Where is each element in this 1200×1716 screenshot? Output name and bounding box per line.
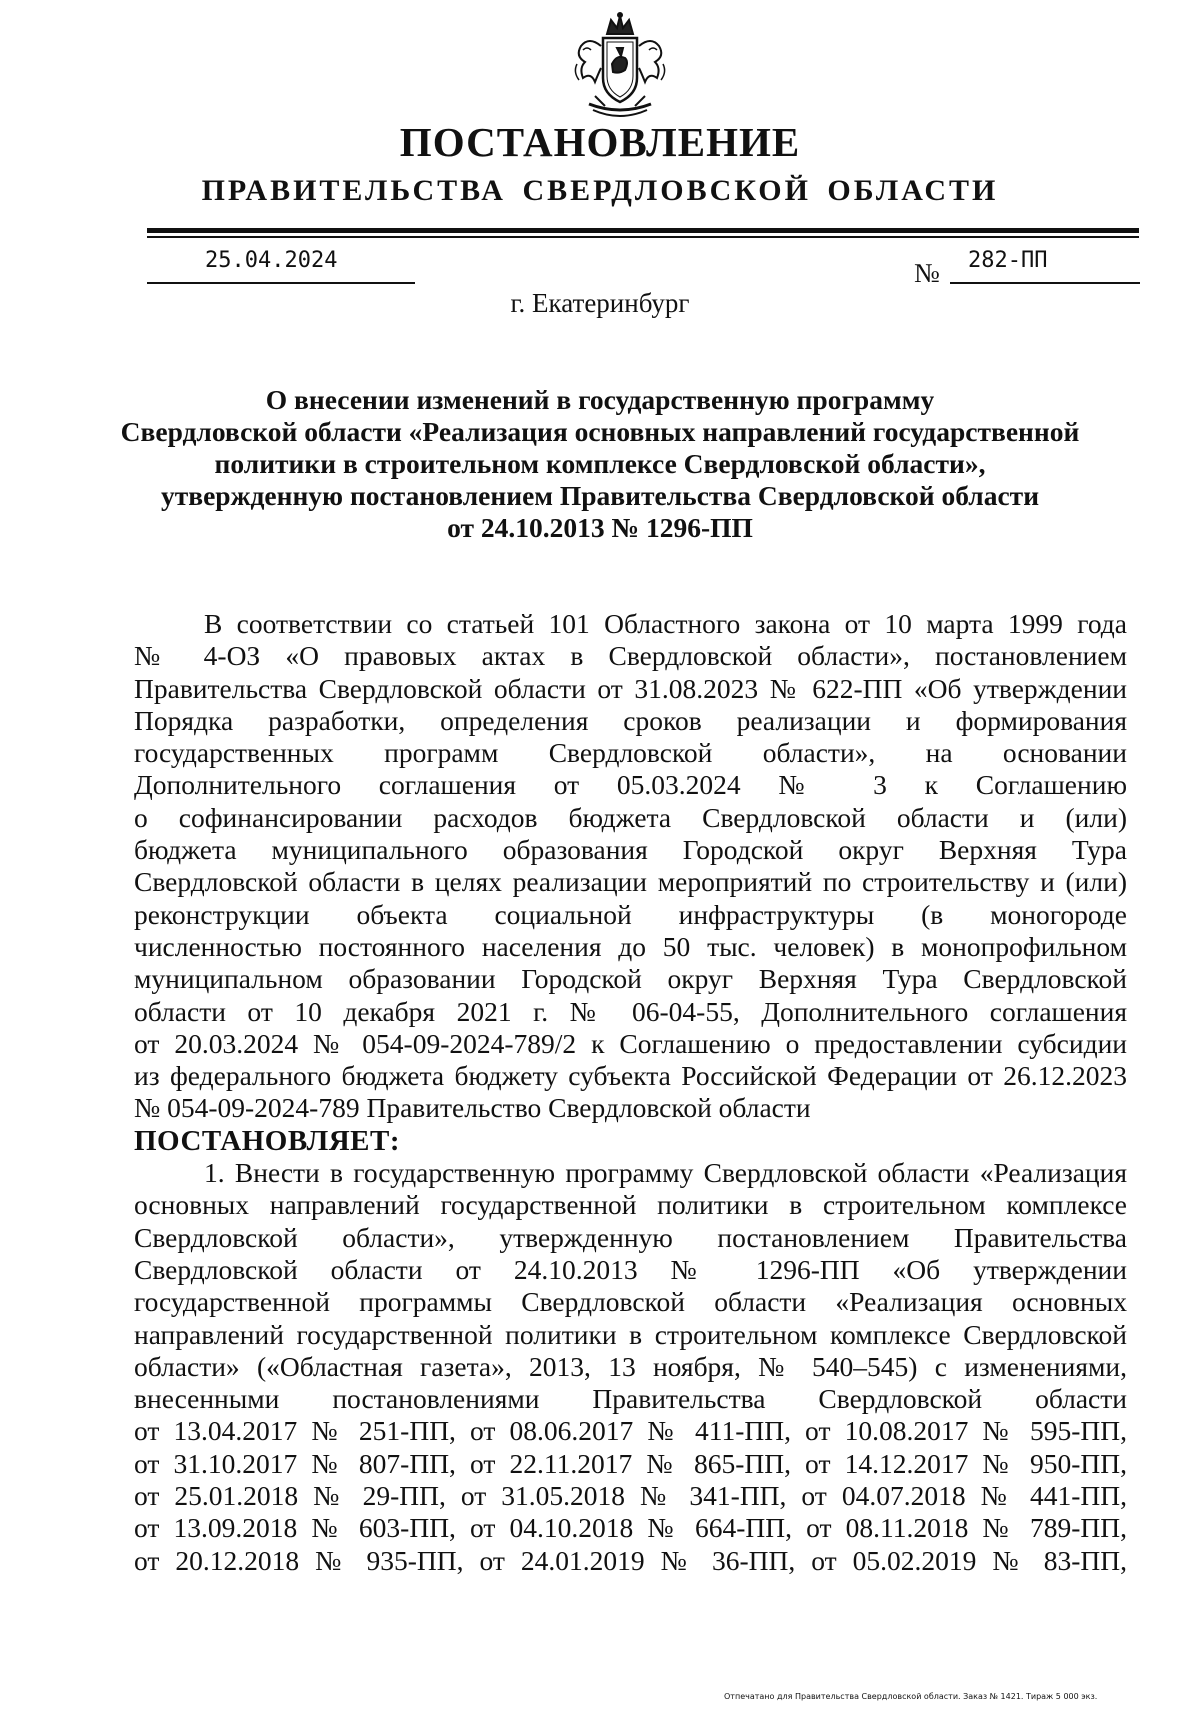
number-sign: № — [914, 258, 940, 288]
item1-line: от 20.12.2018 № 935-ПП, от 24.01.2019 № 36-ПП, от 05.02.2019 № 83-ПП, — [134, 1544, 1127, 1576]
document-city: г. Екатеринбург — [510, 288, 690, 318]
item1-line: направлений государственной политики в строительном комплексе Свердловской — [134, 1318, 1127, 1350]
document-type-title: ПОСТАНОВЛЕНИЕ — [399, 119, 801, 165]
header-rule-thin — [147, 236, 1139, 238]
item1-line: 1. Внести в государственную программу Свердловской области «Реализация — [204, 1157, 1127, 1189]
date-underline — [147, 282, 415, 284]
preamble-line: от 20.03.2024 № 054-09-2024-789/2 к Соглашению о предоставлении субсидии — [134, 1027, 1127, 1059]
item1-line: Свердловской области», утвержденную постановлением Правительства — [134, 1221, 1127, 1253]
preamble-line: № 054-09-2024-789 Правительство Свердловской области — [134, 1092, 811, 1124]
number-underline — [950, 282, 1140, 284]
document-number: 282-ПП — [968, 248, 1048, 273]
preamble-line: Свердловской области в целях реализации мероприятий по строительству и (или) — [134, 866, 1127, 898]
item1-line: внесенными постановлениями Правительства Свердловской области — [134, 1383, 1127, 1415]
preamble-line: о софинансировании расходов бюджета Свердловской области и (или) — [134, 801, 1127, 833]
header-rule-thick — [147, 228, 1139, 233]
preamble-line: бюджета муниципального образования Городской округ Верхняя Тура — [134, 834, 1127, 866]
issuing-authority: ПРАВИТЕЛЬСТВА СВЕРДЛОВСКОЙ ОБЛАСТИ — [201, 174, 999, 207]
resolves-heading: ПОСТАНОВЛЯЕТ: — [134, 1124, 400, 1157]
item1-line: от 31.10.2017 № 807-ПП, от 22.11.2017 № 865-ПП, от 14.12.2017 № 950-ПП, — [134, 1447, 1127, 1479]
preamble-line: № 4-ОЗ «О правовых актах в Свердловской области», постановлением — [134, 640, 1127, 672]
subject-line: Свердловской области «Реализация основных направлений государственной — [120, 416, 1080, 447]
subject-line: утвержденную постановлением Правительства Свердловской области — [160, 480, 1040, 511]
preamble-line: области от 10 декабря 2021 г. № 06-04-55, Дополнительного соглашения — [134, 995, 1127, 1027]
preamble-line: государственных программ Свердловской области», на основании — [134, 737, 1127, 769]
preamble-line: из федерального бюджета бюджету субъекта Российской Федерации от 26.12.2023 — [134, 1060, 1127, 1092]
coat-of-arms-icon — [565, 12, 675, 124]
preamble-line: Дополнительного соглашения от 05.03.2024 № 3 к Соглашению — [134, 769, 1127, 801]
preamble-line: реконструкции объекта социальной инфраструктуры (в моногороде — [134, 898, 1127, 930]
document-body — [134, 608, 1127, 1577]
item1-line: Свердловской области от 24.10.2013 № 1296-ПП «Об утверждении — [134, 1253, 1127, 1285]
preamble-line: Порядка разработки, определения сроков реализации и формирования — [134, 704, 1127, 736]
preamble-line: Правительства Свердловской области от 31.08.2023 № 622-ПП «Об утверждении — [134, 672, 1127, 704]
item1-line: от 13.09.2018 № 603-ПП, от 04.10.2018 № 664-ПП, от 08.11.2018 № 789-ПП, — [134, 1512, 1127, 1544]
item1-line: основных направлений государственной политики в строительном комплексе — [134, 1189, 1127, 1221]
document-date: 25.04.2024 — [205, 248, 338, 273]
subject-line: от 24.10.2013 № 1296-ПП — [447, 512, 753, 543]
preamble-line: численностью постоянного населения до 50 тыс. человек) в монопрофильном — [134, 930, 1127, 962]
subject-line: политики в строительном комплексе Свердловской области», — [214, 448, 986, 479]
preamble-line: В соответствии со статьей 101 Областного закона от 10 марта 1999 года — [204, 608, 1127, 639]
print-footer: Отпечатано для Правительства Свердловской области. Заказ № 1421. Тираж 5 000 экз. — [724, 1692, 1098, 1701]
item1-line: области» («Областная газета», 2013, 13 ноября, № 540–545) с изменениями, — [134, 1350, 1127, 1382]
document-subject — [120, 384, 1080, 544]
item1-line: от 13.04.2017 № 251-ПП, от 08.06.2017 № 411-ПП, от 10.08.2017 № 595-ПП, — [134, 1415, 1127, 1447]
subject-line: О внесении изменений в государственную программу — [265, 384, 935, 415]
item1-line: от 25.01.2018 № 29-ПП, от 31.05.2018 № 341-ПП, от 04.07.2018 № 441-ПП, — [134, 1480, 1127, 1512]
preamble-line: муниципальном образовании Городской округ Верхняя Тура Свердловской — [134, 963, 1127, 995]
item1-line: государственной программы Свердловской области «Реализация основных — [134, 1286, 1127, 1318]
